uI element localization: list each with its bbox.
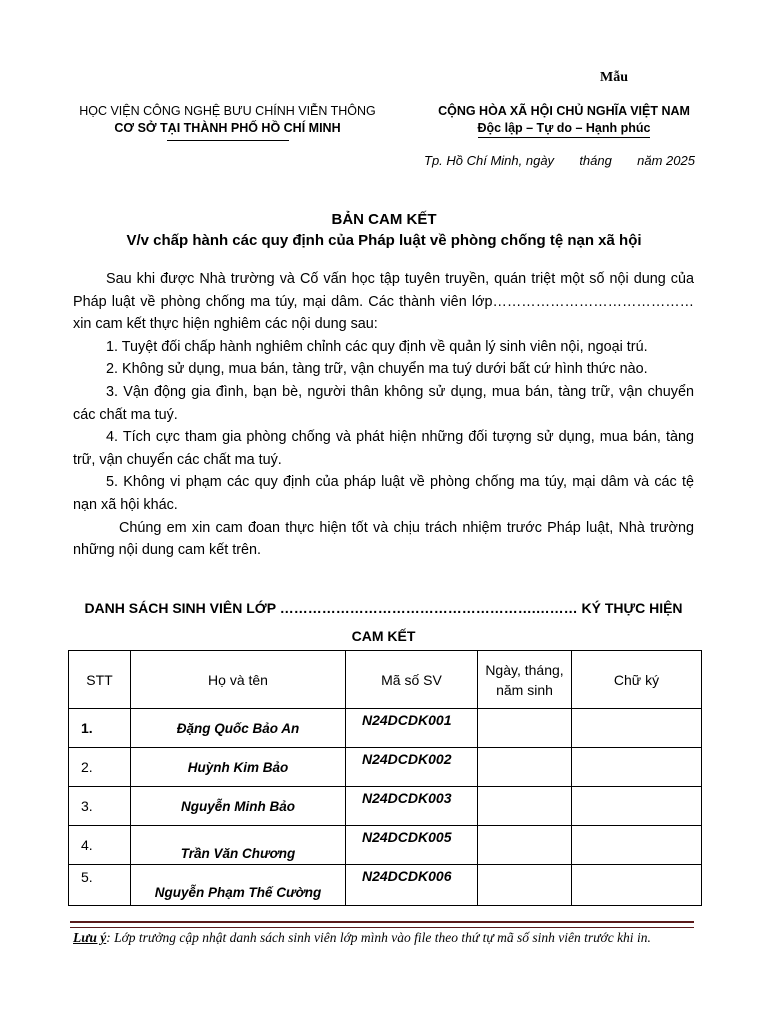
commitment-body bbox=[73, 268, 694, 562]
note-text: : Lớp trưởng cập nhật danh sách sinh viên lớp mình vào file theo thứ tự mã số sinh viên trước khi in. bbox=[106, 930, 651, 945]
row-birthdate[interactable] bbox=[478, 709, 572, 748]
document-title: BẢN CAM KẾT bbox=[331, 211, 437, 228]
document-title-block bbox=[60, 209, 708, 251]
commitment-item: 1. Tuyệt đối chấp hành nghiêm chỉnh các quy định về quản lý sinh viên nội, ngoại trú. bbox=[106, 338, 648, 355]
closing-paragraph: Chúng em xin cam đoan thực hiện tốt và chịu trách nhiệm trước Pháp luật, Nhà trường những nội dung cam kết trên. bbox=[73, 519, 694, 559]
commitment-item: 3. Vận động gia đình, bạn bè, người thân không sử dụng, mua bán, tàng trữ, vận chuyển các chất ma tuý. bbox=[73, 383, 694, 423]
dateline-month: tháng bbox=[579, 153, 612, 168]
row-birthdate[interactable] bbox=[478, 826, 572, 865]
row-student-id: N24DCDK005 bbox=[346, 826, 478, 865]
row-student-id: N24DCDK003 bbox=[346, 787, 478, 826]
row-student-id: N24DCDK002 bbox=[346, 748, 478, 787]
row-signature[interactable] bbox=[572, 865, 702, 906]
document-subtitle: V/v chấp hành các quy định của Pháp luật về phòng chống tệ nạn xã hội bbox=[126, 232, 642, 249]
row-signature[interactable] bbox=[572, 748, 702, 787]
note-label: Lưu ý bbox=[73, 930, 107, 945]
row-signature[interactable] bbox=[572, 787, 702, 826]
col-header-student-id: Mã số SV bbox=[346, 651, 478, 709]
form-label: Mẫu bbox=[600, 70, 628, 85]
row-stt: 2. bbox=[69, 748, 131, 787]
commitment-item: 2. Không sử dụng, mua bán, tàng trữ, vận chuyển ma tuý dưới bất cứ hình thức nào. bbox=[106, 361, 648, 378]
row-birthdate[interactable] bbox=[478, 787, 572, 826]
row-stt: 3. bbox=[69, 787, 131, 826]
col-header-birthdate: Ngày, tháng, năm sinh bbox=[478, 651, 572, 709]
table-row bbox=[69, 865, 702, 906]
row-name: Nguyễn Minh Bảo bbox=[131, 787, 346, 826]
row-name: Trần Văn Chương bbox=[131, 826, 346, 865]
col-header-signature: Chữ ký bbox=[572, 651, 702, 709]
row-stt: 4. bbox=[69, 826, 131, 865]
footer-divider bbox=[70, 921, 694, 928]
campus-name: CƠ SỞ TẠI THÀNH PHỐ HỒ CHÍ MINH bbox=[114, 121, 341, 135]
row-signature[interactable] bbox=[572, 709, 702, 748]
national-title: CỘNG HÒA XÃ HỘI CHỦ NGHĨA VIỆT NAM bbox=[438, 104, 690, 118]
table-row bbox=[69, 826, 702, 865]
row-name: Đặng Quốc Bảo An bbox=[131, 709, 346, 748]
institution-name: HỌC VIỆN CÔNG NGHỆ BƯU CHÍNH VIỄN THÔNG bbox=[79, 104, 376, 118]
row-birthdate[interactable] bbox=[478, 748, 572, 787]
row-name: Huỳnh Kim Bảo bbox=[131, 748, 346, 787]
footer-note bbox=[73, 929, 703, 946]
row-name: Nguyễn Phạm Thế Cường bbox=[131, 865, 346, 906]
col-header-stt: STT bbox=[69, 651, 131, 709]
table-row bbox=[69, 748, 702, 787]
dateline-city: Tp. Hồ Chí Minh, ngày bbox=[424, 153, 555, 168]
row-student-id: N24DCDK006 bbox=[346, 865, 478, 906]
row-stt: 5. bbox=[69, 865, 131, 906]
row-birthdate[interactable] bbox=[478, 865, 572, 906]
commitment-item: 4. Tích cực tham gia phòng chống và phát hiện những đối tượng sử dụng, mua bán, tàng trữ, vận chuyển các chất ma tuý. bbox=[73, 429, 694, 468]
table-row bbox=[69, 709, 702, 748]
institution-header bbox=[60, 103, 395, 141]
national-header bbox=[425, 103, 703, 137]
table-row bbox=[69, 787, 702, 826]
col-header-name: Họ và tên bbox=[131, 651, 346, 709]
commitment-item: 5. Không vi phạm các quy định của pháp luật về phòng chống ma túy, mại dâm và các tệ nạn xã hội khác. bbox=[73, 474, 694, 513]
student-list-title: DANH SÁCH SINH VIÊN LỚP ……………………………………………….……… KÝ THỰC HIỆN CAM KẾT bbox=[84, 600, 683, 644]
row-student-id: N24DCDK001 bbox=[346, 709, 478, 748]
table-header-row bbox=[69, 651, 702, 709]
dateline bbox=[424, 153, 695, 168]
header-divider bbox=[167, 140, 289, 141]
national-motto: Độc lập – Tự do – Hạnh phúc bbox=[478, 121, 651, 138]
row-signature[interactable] bbox=[572, 826, 702, 865]
intro-paragraph: Sau khi được Nhà trường và Cố vấn học tập tuyên truyền, quán triệt một số nội dung của Pháp luật về phòng chống ma túy, mại dâm. Các thành viên lớp…………………………………… xin cam kết thực hiện nghiêm các nội dung sau: bbox=[73, 271, 694, 333]
row-stt: 1. bbox=[69, 709, 131, 748]
dateline-year: năm 2025 bbox=[637, 153, 695, 168]
student-table bbox=[68, 650, 702, 906]
